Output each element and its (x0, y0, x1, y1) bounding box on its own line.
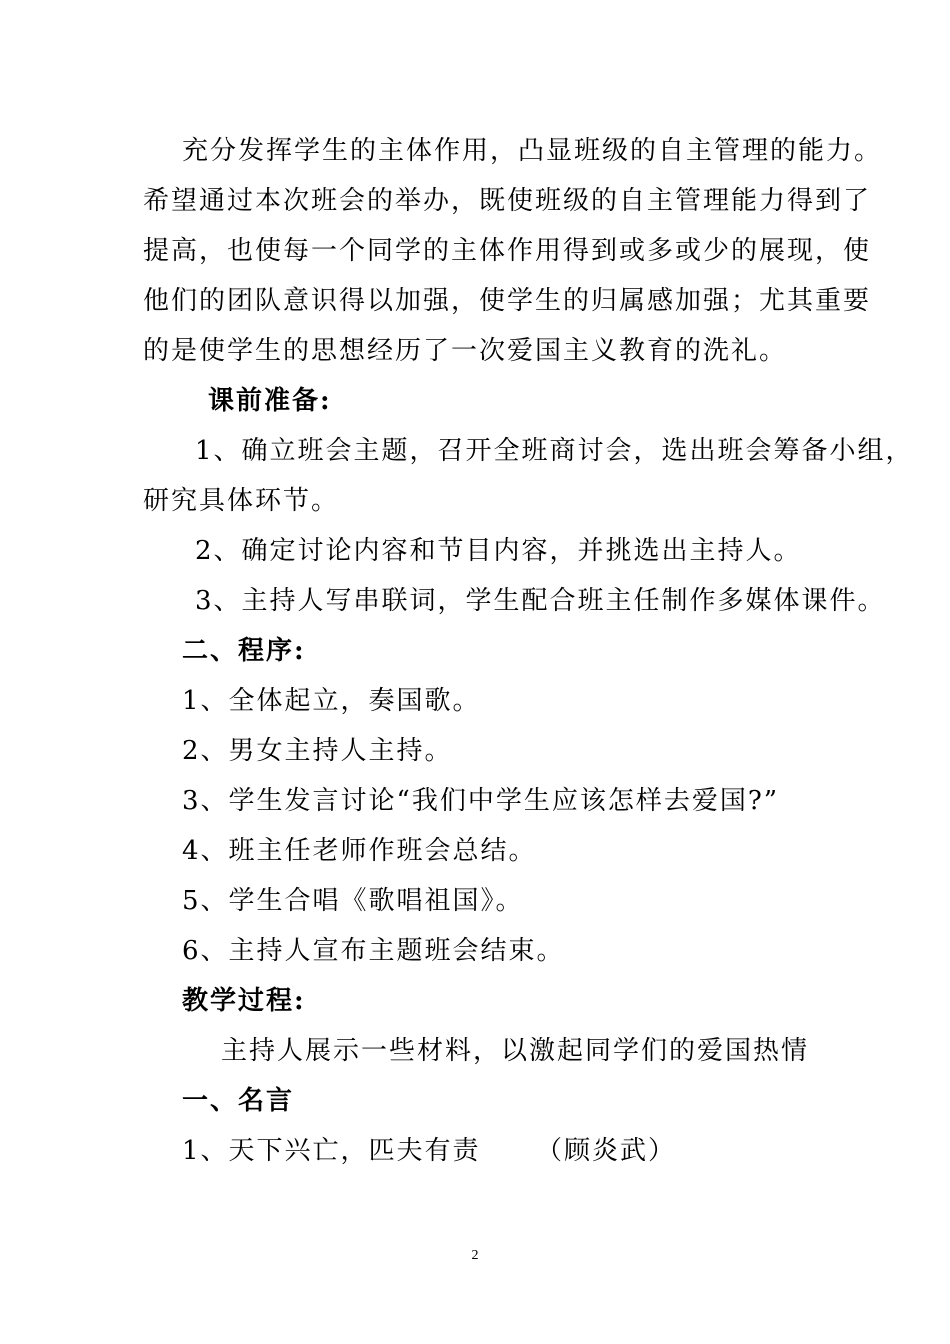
quote-1-author: （顾炎武） (536, 1136, 677, 1166)
prep-item-2: 2、确定讨论内容和节目内容，并挑选出主持人。 (195, 536, 802, 566)
paragraph-line-1: 充分发挥学生的主体作用，凸显班级的自主管理的能力。 (182, 136, 883, 166)
procedure-heading: 二、程序: (182, 636, 306, 666)
paragraph-line-3: 提高，也使每一个同学的主体作用得到或多或少的展现，使 (143, 236, 872, 266)
procedure-item-3: 3、学生发言讨论“我们中学生应该怎样去爱国?” (182, 786, 780, 816)
prep-heading: 课前准备: (208, 386, 332, 416)
quotes-heading: 一、名言 (182, 1086, 295, 1116)
procedure-item-4: 4、班主任老师作班会总结。 (182, 836, 537, 866)
page-number: 2 (471, 1248, 479, 1263)
teaching-heading: 教学过程: (182, 986, 306, 1016)
teaching-intro: 主持人展示一些材料，以激起同学们的爱国热情 (221, 1036, 810, 1066)
quote-1-text: 1、天下兴亡，匹夫有责 (182, 1136, 481, 1166)
paragraph-line-2: 希望通过本次班会的举办，既使班级的自主管理能力得到了 (143, 186, 872, 216)
paragraph-line-4: 他们的团队意识得以加强，使学生的归属感加强；尤其重要 (143, 286, 872, 316)
procedure-item-2: 2、男女主持人主持。 (182, 736, 453, 766)
procedure-item-1: 1、全体起立，奏国歌。 (182, 686, 481, 716)
procedure-item-6: 6、主持人宣布主题班会结束。 (182, 936, 565, 966)
procedure-item-5: 5、学生合唱《歌唱祖国》。 (182, 886, 524, 916)
prep-item-1: 1、确立班会主题，召开全班商讨会，选出班会筹备小组， (195, 436, 914, 466)
prep-item-3: 3、主持人写串联词，学生配合班主任制作多媒体课件。 (195, 586, 886, 616)
paragraph-line-5: 的是使学生的思想经历了一次爱国主义教育的洗礼。 (143, 336, 788, 366)
prep-item-1-cont: 研究具体环节。 (143, 486, 340, 516)
